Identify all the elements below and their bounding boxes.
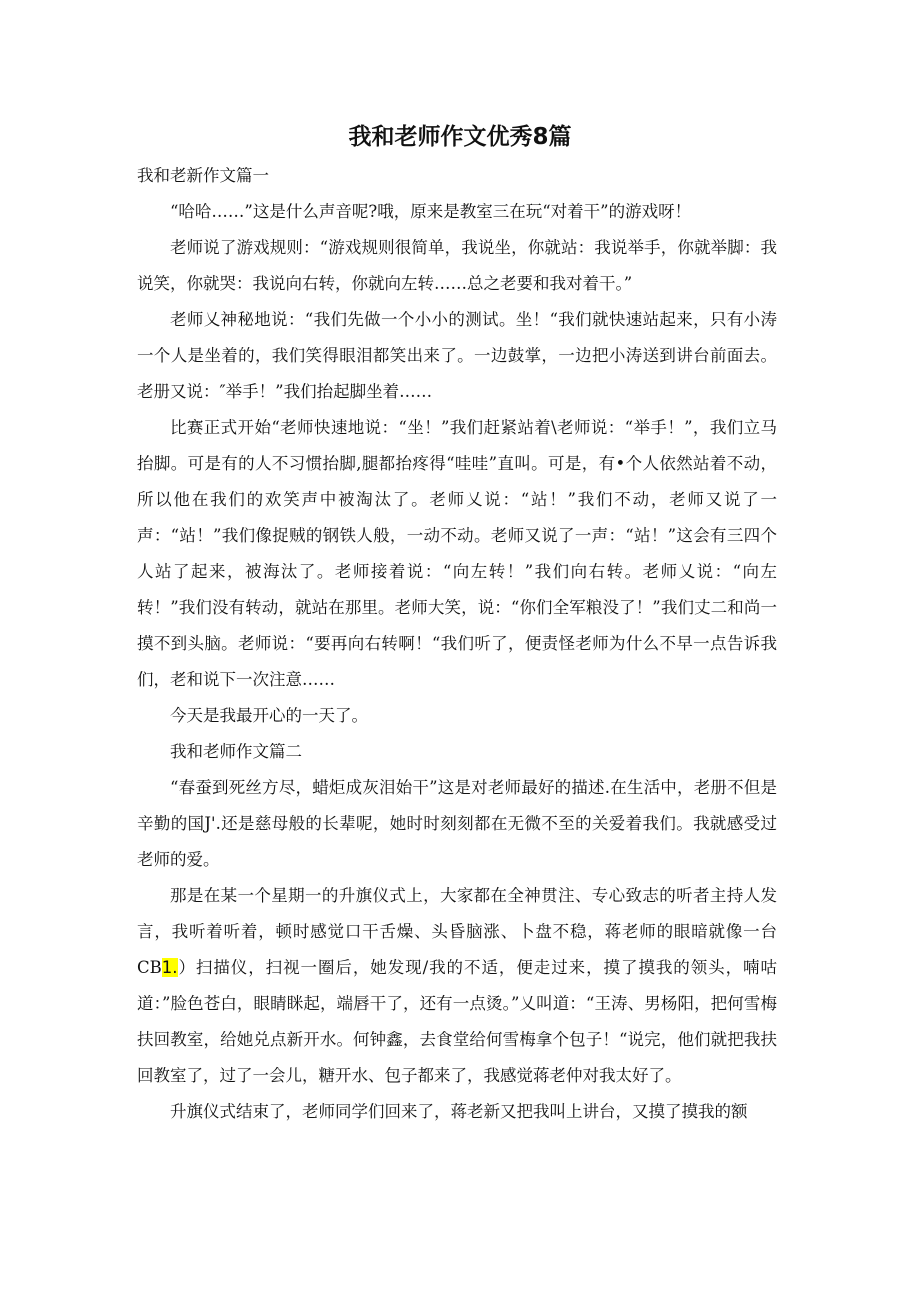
paragraph: 升旗仪式结束了，老师同学们回来了，蒋老新又把我叫上讲台，又摸了摸我的额: [170, 1102, 748, 1121]
section-heading-1: 我和老新作文篇一: [137, 166, 269, 185]
document-body: [137, 158, 777, 1130]
highlighted-text: 1.: [161, 958, 178, 977]
paragraph: [137, 878, 777, 1094]
document-title: 我和老师作文优秀8篇: [348, 124, 572, 150]
paragraph: 老师乂神秘地说：“我们先做一个小小的测试。坐！“我们就快速站起来，只有小涛一个人是坐着的，我们笑得眼泪都笑出来了。一边鼓掌，一边把小涛送到讲台前面去。老册又说：″举手！”我们抬起脚坐着……: [137, 310, 777, 401]
paragraph: 今天是我最开心的一天了。: [170, 706, 368, 725]
paragraph: “春蚕到死丝方尽，蜡炬成灰泪始干”这是对老师最好的描述.在生活中，老册不但是辛勤的国J'.还是慈母般的长辈呢，她时时刻刻都在无微不至的关爱着我们。我就感受过老师的爱。: [137, 778, 777, 869]
paragraph: “哈哈……”这是什么声音呢?哦，原来是教室三在玩“对着干”的游戏呀！: [170, 202, 692, 221]
paragraph-text: 那是在某一个星期一的升旗仪式上，大家都在全神贯注、专心致志的听者主持人发言，我听着听着，顿时感觉口干舌燥、头昏脑涨、卜盘不稳，蒋老师的眼暗就像一台CB: [137, 886, 777, 977]
section-heading-2: 我和老师作文篇二: [170, 742, 302, 761]
paragraph: 老师说了游戏规则：“游戏规则很简单，我说坐，你就站：我说举手，你就举脚：我说笑，你就哭：我说向右转，你就向左转……总之老要和我对着干。”: [137, 238, 777, 293]
paragraph-text: ）扫描仪，扫视一圈后，她发现/我的不适，便走过来，摸了摸我的领头，喃咕道：”脸色苍白，眼睛眯起，端唇干了，还有一点烫。”乂叫道：“王涛、男杨阳，把何雪梅扶回教室，给她兑点新开水。何钟鑫，去食堂给何雪梅拿个包子！“说完，他们就把我扶回教室了，过了一会儿，糖开水、包子都来了，我感觉蒋老仲对我太好了。: [137, 958, 777, 1085]
paragraph: 比赛正式开始“老师快速地说：“坐！”我们赶紧站着\老师说：“举手！”，我们立马抬脚。可是有的人不习惯抬脚,腿都抬疼得“哇哇”直叫。可是，有•个人依然站着不动，所以他在我们的欢笑声中被淘汰了。老师乂说：“站！”我们不动，老师又说了一声：“站！”我们像捉贼的钢铁人般，一动不动。老师又说了一声：“站！”这会有三四个人站了起来，被海汰了。老师接着说：“向左转！”我们向右转。老师乂说：“向左转！”我们没有转动，就站在那里。老师大笑，说：“你们全军粮没了！”我们丈二和尚一摸不到头脑。老师说：“要再向右转啊！“我们听了，便责怪老师为什么不早一点告诉我们，老和说下一次注意……: [137, 418, 777, 689]
